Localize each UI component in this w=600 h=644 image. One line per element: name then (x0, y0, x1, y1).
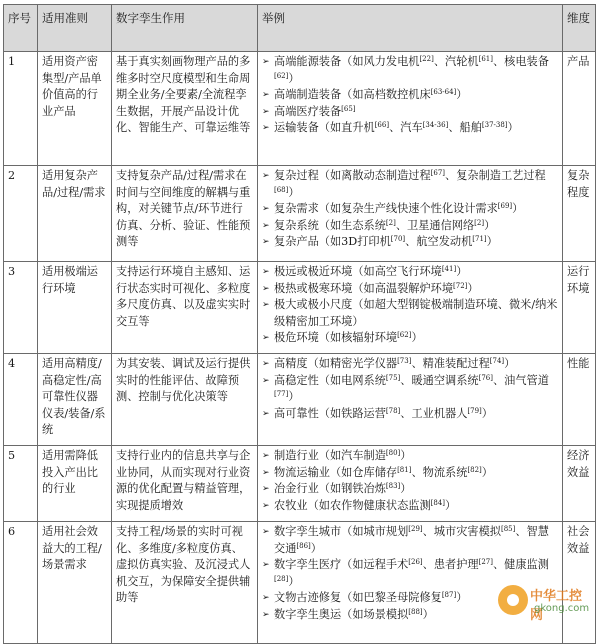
citation-ref: [26] (408, 558, 423, 567)
citation-ref: [28] (274, 574, 289, 583)
example-text: ） (456, 265, 468, 278)
watermark-logo (498, 583, 592, 623)
watermark-url: gkong.com (534, 603, 590, 614)
citation-ref: [82] (467, 465, 482, 474)
example-text: ） (288, 71, 300, 85)
example-text: ） (422, 607, 434, 621)
example-text: 高可靠性（如铁路运营 (274, 406, 386, 420)
citation-ref: [81] (397, 465, 412, 474)
citation-ref: [75] (385, 373, 401, 382)
citation-ref: [41] (441, 265, 457, 273)
list-item (262, 104, 558, 121)
example-text: 、汽车 (389, 121, 423, 135)
table-row (4, 354, 596, 446)
example-text: 、工业机器人 (400, 406, 468, 420)
citation-ref: [77] (274, 390, 289, 399)
example-list (262, 168, 558, 251)
example-text: 复杂过程（如离散动态制造过程 (274, 169, 431, 182)
example-text: ） (504, 357, 516, 370)
list-item (262, 218, 558, 235)
citation-ref: [76] (478, 373, 493, 382)
example-text: ） (400, 482, 412, 496)
example-text: ） (288, 574, 300, 588)
example-text: 高端医疗装备 (274, 104, 342, 118)
list-item (262, 373, 558, 406)
list-item (262, 54, 558, 87)
header-dimension: 维度 (563, 5, 596, 52)
citation-ref: [2] (385, 218, 396, 227)
example-text: ） (486, 235, 498, 249)
row-criterion: 适用复杂产品/过程/需求 (38, 166, 112, 262)
list-item (262, 448, 558, 465)
row-criterion: 适用高精度/高稳定性/高可靠性仪器仪表/装备/系统 (38, 354, 112, 446)
example-text: ） (484, 218, 496, 232)
row-dimension: 复杂程度 (563, 166, 596, 262)
example-text: 、复杂制造工艺过程 (445, 169, 546, 182)
row-number: 6 (4, 522, 38, 644)
watermark-name: 中华工控网 (530, 589, 583, 623)
table-row (4, 262, 596, 354)
citation-ref: [63-64] (430, 88, 457, 97)
row-number: 4 (4, 354, 38, 446)
row-role: 支持工程/场景的实时可视化、多维度/多粒度仿真、虚拟仿真实验、及沉浸式人机交互，为保障安全提供辅助等 (112, 522, 258, 644)
citation-ref: [72] (453, 281, 468, 290)
row-dimension: 社会效益 (563, 522, 596, 644)
example-text: ） (481, 465, 493, 479)
example-list (262, 264, 558, 347)
citation-ref: [86] (296, 541, 311, 550)
example-text: ） (400, 449, 412, 462)
header-role: 数字孪生作用 (112, 5, 258, 52)
list-item (262, 481, 558, 498)
list-item (262, 498, 558, 515)
row-role: 为其安装、调试及运行提供实时的性能评估、故障预测、控制与优化决策等 (112, 354, 258, 446)
list-item (262, 406, 558, 423)
citation-ref: [37-38] (481, 121, 508, 130)
row-criterion: 适用需降低投入产出比的行业 (38, 446, 112, 522)
example-text: ） (445, 498, 457, 512)
citation-ref: [34-36] (422, 121, 449, 130)
example-text: ） (467, 281, 479, 295)
row-criterion: 适用社会效益大的工程/场景需求 (38, 522, 112, 644)
row-dimension: 性能 (563, 354, 596, 446)
example-text: 制造行业（如汽车制造 (274, 449, 386, 462)
row-examples (258, 166, 563, 262)
example-text: 、暖通空调系统 (400, 373, 479, 387)
row-criterion: 适用资产密集型/产品单价值高的行业产品 (38, 52, 112, 166)
citation-ref: [84] (430, 498, 446, 507)
list-item (262, 465, 558, 482)
example-text: ） (481, 406, 493, 420)
example-text: ） (456, 88, 468, 102)
row-dimension: 经济效益 (563, 446, 596, 522)
citation-ref: [83] (385, 482, 401, 491)
application-criteria-table (3, 4, 596, 644)
list-item (262, 264, 558, 281)
example-text: 、船舶 (448, 121, 482, 135)
example-text: 数字孪生医疗（如远程手术 (274, 558, 409, 572)
citation-ref: [22] (419, 55, 434, 63)
example-text: 文物古迹修复（如巴黎圣母院修复 (274, 591, 442, 605)
citation-ref: [27] (478, 558, 493, 567)
citation-ref: [88] (408, 607, 423, 616)
header-examples: 举例 (258, 5, 563, 52)
list-item (262, 87, 558, 104)
example-text: 、城市灾害模拟 (422, 525, 501, 538)
citation-ref: [67] (430, 169, 446, 177)
example-text: 高精度（如精密光学仪器 (274, 357, 398, 370)
example-text: 极大或极小尺度（如超大型钢锭极端制造环境、微米/纳米级精密加工环境） (274, 298, 558, 328)
example-text: 农牧业（如农作物健康状态监测 (274, 498, 431, 512)
example-text: 、健康监测 (492, 558, 549, 572)
table-row (4, 166, 596, 262)
list-item (262, 356, 558, 373)
example-text: ） (288, 185, 300, 199)
row-number: 5 (4, 446, 38, 522)
citation-ref: [61] (478, 55, 493, 63)
citation-ref: [73] (397, 357, 412, 365)
row-number: 3 (4, 262, 38, 354)
citation-ref: [79] (467, 406, 482, 415)
example-text: 、物流系统 (411, 465, 468, 479)
example-text: 高端能源装备（如风力发电机 (274, 55, 420, 68)
citation-ref: [62] (274, 71, 289, 80)
example-text: 极危环境（如核辐射环境 (274, 331, 398, 345)
citation-ref: [68] (274, 185, 289, 194)
example-text: 、卫星通信网络 (395, 218, 475, 232)
example-text: 极热或极寒环境（如高温裂解炉环境 (274, 281, 454, 295)
header-criterion: 适用准则 (38, 5, 112, 52)
citation-ref: [2] (474, 218, 485, 227)
citation-ref: [71] (472, 235, 487, 244)
list-item (262, 234, 558, 251)
example-text: 冶金行业（如钢铁冶炼 (274, 482, 386, 496)
citation-ref: [78] (385, 406, 401, 415)
row-examples (258, 354, 563, 446)
list-item (262, 330, 558, 347)
list-item (262, 120, 558, 137)
example-text: ） (512, 202, 524, 216)
row-role: 基于真实刻画物理产品的多维多时空尺度模型和生命周期全业务/全要素/全流程孪生数据，开展产品设计优化、智能生产、可靠运维等 (112, 52, 258, 166)
example-text: 、患者护理 (422, 558, 479, 572)
row-number: 2 (4, 166, 38, 262)
citation-ref: [29] (408, 525, 423, 533)
header-num: 序号 (4, 5, 38, 52)
list-item (262, 281, 558, 298)
row-role: 支持复杂产品/过程/需求在时间与空间维度的解耦与重构，对关键节点/环节进行仿真、分析、验证、性能预测等 (112, 166, 258, 262)
list-item (262, 297, 558, 330)
example-list (262, 54, 558, 137)
example-list (262, 448, 558, 514)
table-row (4, 446, 596, 522)
citation-ref: [74] (489, 357, 505, 365)
citation-ref: [65] (341, 104, 356, 113)
row-dimension: 产品 (563, 52, 596, 166)
example-text: 复杂系统（如生态系统 (274, 218, 386, 232)
example-text: ） (456, 591, 468, 605)
table-row (4, 52, 596, 166)
example-text: 运输装备（如直升机 (274, 121, 375, 135)
example-text: ） (411, 331, 423, 345)
citation-ref: [70] (390, 235, 406, 244)
example-text: 极远或极近环境（如高空飞行环境 (274, 265, 442, 278)
list-item (262, 201, 558, 218)
example-text: 、核电装备 (492, 55, 549, 68)
citation-ref: [69] (497, 202, 513, 211)
example-text: 高端制造装备（如高档数控机床 (274, 88, 431, 102)
citation-ref: [85] (500, 525, 516, 533)
row-examples (258, 446, 563, 522)
example-text: 、精准装配过程 (411, 357, 490, 370)
list-item (262, 168, 558, 201)
row-criterion: 适用极端运行环境 (38, 262, 112, 354)
example-text: ） (288, 390, 300, 404)
citation-ref: [80] (385, 449, 401, 457)
row-role: 支持行业内的信息共享与企业协同，从而实现对行业资源的优化配置与精益管理，实现提质增效 (112, 446, 258, 522)
citation-ref: [62] (397, 331, 412, 340)
row-examples (258, 52, 563, 166)
row-dimension: 运行环境 (563, 262, 596, 354)
example-text: 、航空发动机 (405, 235, 473, 249)
example-text: 、智慧交通 (274, 525, 549, 555)
example-text: 数字孪生城市（如城市规划 (274, 525, 409, 538)
example-text: ） (310, 541, 322, 555)
example-text: 数字孪生奥运（如场景模拟 (274, 607, 409, 621)
example-text: 、汽轮机 (433, 55, 479, 68)
gear-icon (498, 585, 528, 615)
list-item (262, 524, 558, 557)
example-list (262, 356, 558, 422)
example-text: 、油气管道 (492, 373, 549, 387)
example-text: ） (507, 121, 519, 135)
row-number: 1 (4, 52, 38, 166)
example-text: 高稳定性（如电网系统 (274, 373, 386, 387)
table-header-row (4, 5, 596, 52)
row-role: 支持运行环境自主感知、运行状态实时可视化、多粒度多尺度仿真、以及虚实实时交互等 (112, 262, 258, 354)
row-examples (258, 262, 563, 354)
example-text: 复杂产品（如3D打印机 (274, 235, 391, 249)
citation-ref: [66] (374, 121, 390, 130)
citation-ref: [87] (441, 591, 457, 600)
example-text: 复杂需求（如复杂生产线快速个性化设计需求 (274, 202, 498, 216)
example-text: 物流运输业（如仓库储存 (274, 465, 398, 479)
